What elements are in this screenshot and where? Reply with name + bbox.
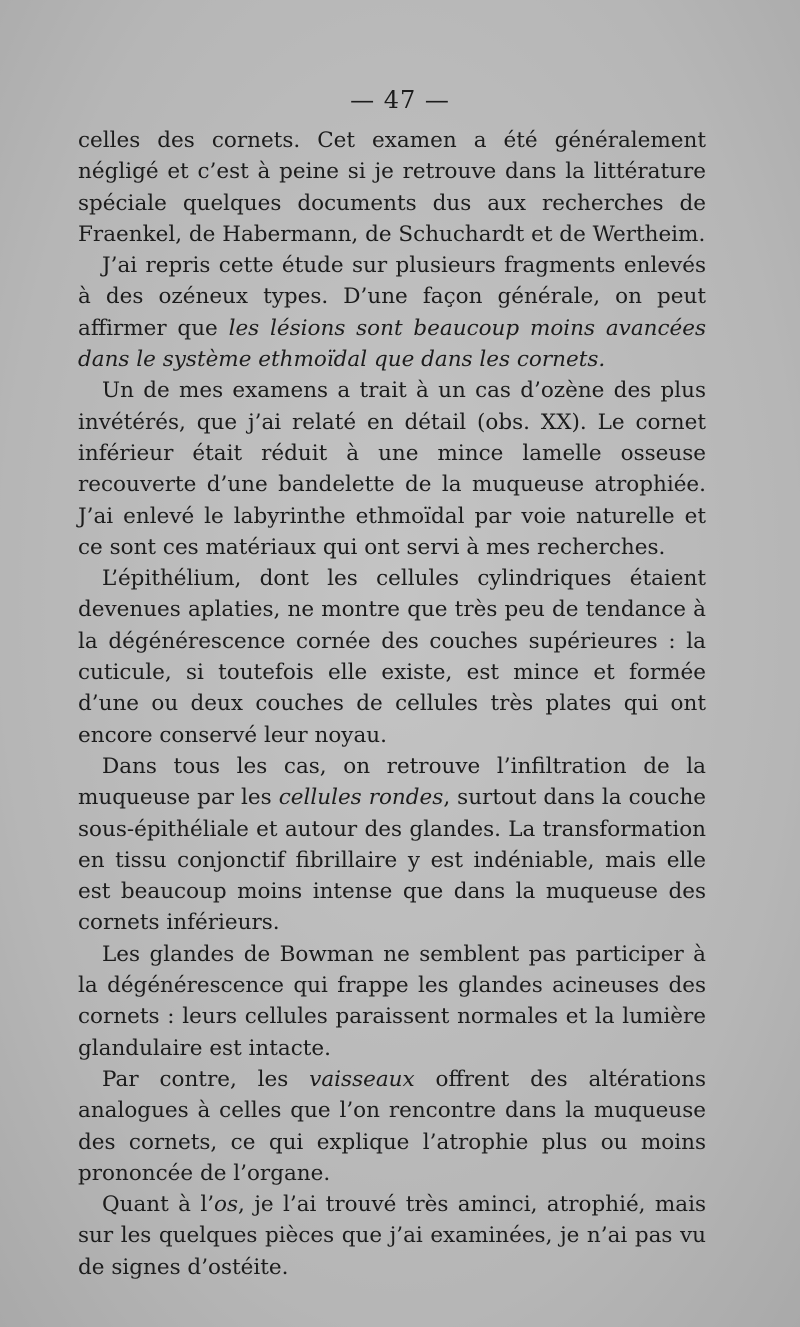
paragraph — [78, 1189, 706, 1283]
text-run: Les glandes de Bowman ne semblent pas participer à la dégénérescence qui frappe les glandes acineuses des cornets : leurs cellules paraissent normales et la lumière glandulaire est intacte. — [78, 941, 706, 1061]
text-run: Quant à l’ — [102, 1192, 215, 1218]
text-run: celles des cornets. Cet examen a été généralement négligé et c’est à peine si je retrouve dans la littérature spéciale quelques documents dus aux recherches de Fraenkel, de Habermann, de Schuchardt et de Wertheim. — [78, 128, 706, 247]
paragraph — [78, 751, 706, 939]
text-run: , je l’ai trouvé très aminci, atrophié, mais sur les quelques pièces que j’ai examinées, je n’ai pas vu de signes d’ostéite. — [78, 1192, 706, 1280]
text-body — [78, 125, 706, 1283]
text-run: , surtout dans la couche sous-épithéliale et autour des glandes. La transformation en tissu conjonctif fibrillaire y est indéniable, mais elle est beaucoup moins intense que dans la muqueuse des cornets inférieurs. — [78, 785, 707, 936]
text-run: Par contre, les — [102, 1066, 310, 1092]
text-run: Un de mes examens a trait à un cas d’ozène des plus invétérés, que j’ai relaté en détail (obs. XX). Le cornet inférieur était réduit à une mince lamelle osseuse recouverte d’une bandelette de la muqueuse atrophiée. J’ai enlevé le labyrinthe ethmoïdal par voie naturelle et ce sont ces matériaux qui ont servi à mes recherches. — [78, 378, 706, 560]
italic-text-run: os — [214, 1192, 239, 1218]
italic-text-run: vaisseaux — [309, 1066, 415, 1092]
italic-text-run: cellules rondes — [278, 785, 444, 811]
paragraph — [78, 250, 706, 375]
text-run: Dans tous les cas, on retrouve l’infiltration de la muqueuse par les — [78, 753, 706, 811]
paragraph — [78, 563, 706, 751]
paragraph — [78, 939, 706, 1064]
text-run: offrent des altérations analogues à celles que l’on rencontre dans la muqueuse des cornets, ce qui explique l’atrophie plus ou moins prononcée de l’organe. — [78, 1066, 706, 1186]
italic-text-run: les lésions sont beaucoup moins avancées dans le système ethmoïdal que dans les cornets. — [78, 315, 706, 373]
paragraph — [78, 375, 706, 563]
paragraph — [78, 125, 706, 250]
text-run: J’ai repris cette étude sur plusieurs fragments enlevés à des ozéneux types. D’une façon générale, on peut affirmer que — [78, 253, 706, 341]
page-number: — 47 — — [350, 86, 450, 114]
text-run: L’épithélium, dont les cellules cylindriques étaient devenues aplaties, ne montre que très peu de tendance à la dégénérescence cornée des couches supérieures : la cuticule, si toutefois elle existe, est mince et formée d’une ou deux couches de cellules très plates qui ont encore conservé leur noyau. — [78, 566, 706, 748]
paragraph — [78, 1064, 706, 1189]
